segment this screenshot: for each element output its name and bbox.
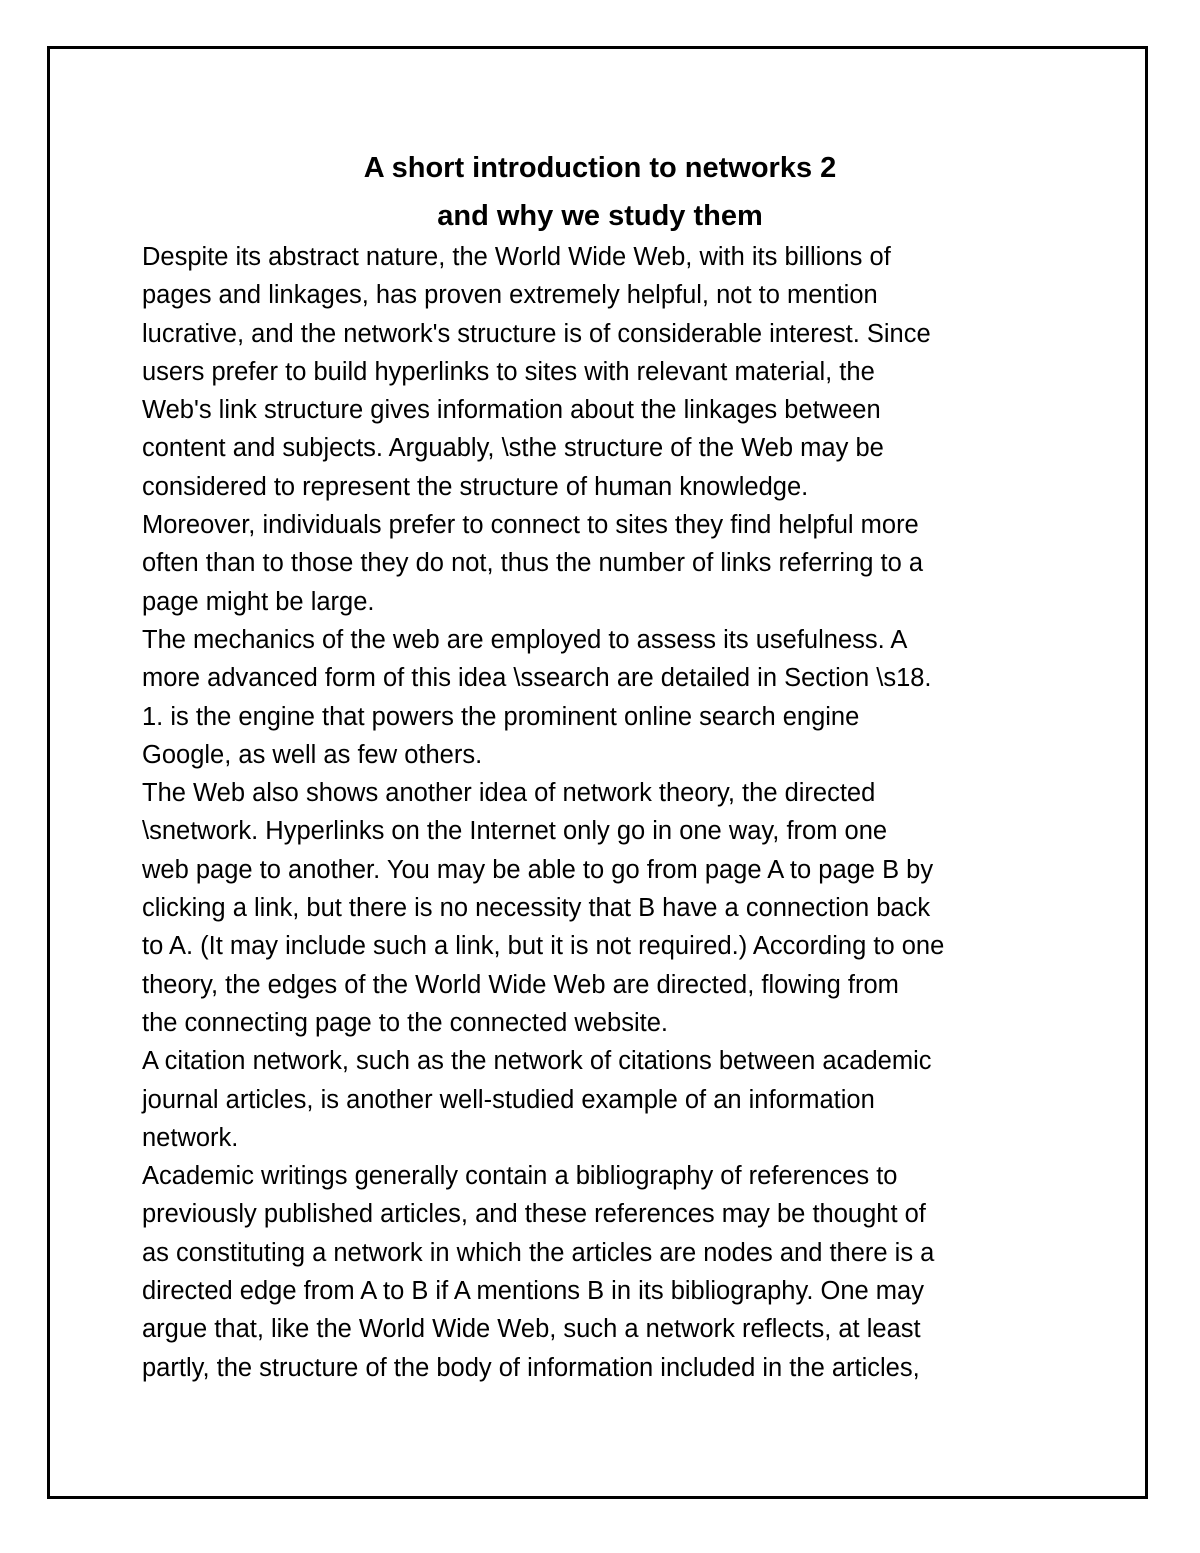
text-line: as constituting a network in which the articles are nodes and there is a [142, 1238, 935, 1267]
text-line: theory, the edges of the World Wide Web are directed, flowing from [142, 970, 899, 999]
title-line-2: and why we study them [437, 200, 763, 232]
text-line: 1. is the engine that powers the prominent online search engine [142, 702, 860, 731]
title-line-1: A short introduction to networks 2 [363, 152, 837, 184]
text-line: previously published articles, and these references may be thought of [142, 1200, 926, 1229]
text-line: Academic writings generally contain a bibliography of references to [142, 1162, 898, 1191]
text-line: argue that, like the World Wide Web, such a network reflects, at least [142, 1315, 921, 1344]
text-line: to A. (It may include such a link, but it is not required.) According to one [142, 932, 945, 961]
text-line: Web's link structure gives information about the linkages between [142, 396, 881, 425]
text-line: Despite its abstract nature, the World Wide Web, with its billions of [142, 243, 891, 271]
text-line: lucrative, and the network's structure is of considerable interest. Since [142, 319, 931, 348]
text-line: content and subjects. Arguably, \sthe structure of the Web may be [142, 434, 884, 463]
text-line: considered to represent the structure of human knowledge. [142, 472, 809, 501]
text-line: A citation network, such as the network of citations between academic [142, 1047, 932, 1076]
text-line: directed edge from A to B if A mentions B in its bibliography. One may [142, 1277, 924, 1306]
text-line: journal articles, is another well-studied example of an information [142, 1085, 875, 1114]
text-line: pages and linkages, has proven extremely helpful, not to mention [142, 281, 878, 310]
text-line: more advanced form of this idea \ssearch are detailed in Section \s18. [142, 664, 932, 693]
text-line: clicking a link, but there is no necessity that B have a connection back [142, 894, 931, 923]
text-line: Moreover, individuals prefer to connect to sites they find helpful more [142, 511, 919, 540]
text-line: network. [142, 1123, 239, 1152]
text-line: \snetwork. Hyperlinks on the Internet only go in one way, from one [142, 817, 888, 846]
text-line: page might be large. [142, 587, 375, 616]
text-line: users prefer to build hyperlinks to sites with relevant material, the [142, 357, 875, 386]
text-line: often than to those they do not, thus the number of links referring to a [142, 549, 924, 578]
text-line: partly, the structure of the body of information included in the articles, [142, 1353, 920, 1382]
text-line: the connecting page to the connected website. [142, 1008, 668, 1037]
text-line: The mechanics of the web are employed to assess its usefulness. A [142, 625, 908, 654]
text-line: The Web also shows another idea of network theory, the directed [142, 779, 876, 808]
text-line: web page to another. You may be able to go from page A to page B by [142, 855, 934, 884]
body-text [142, 238, 1072, 1387]
text-line: Google, as well as few others. [142, 740, 483, 769]
page-title [0, 144, 1200, 240]
